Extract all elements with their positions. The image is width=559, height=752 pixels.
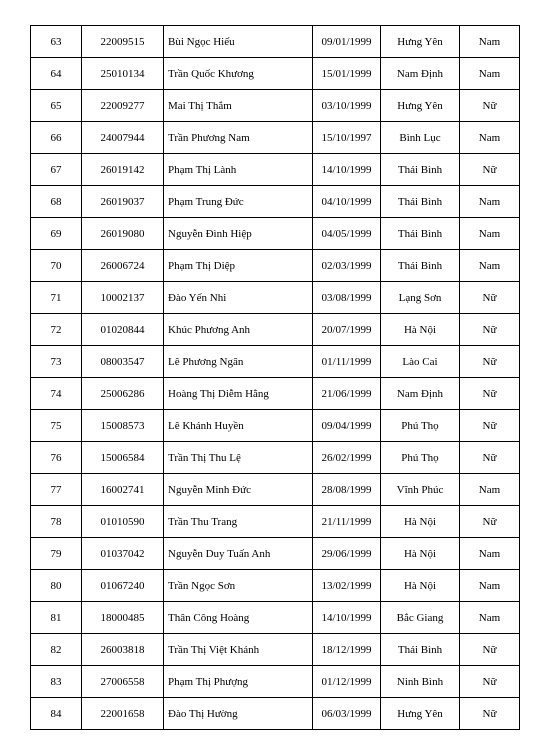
row-number-cell: 68 bbox=[31, 186, 82, 218]
student-roster-table bbox=[30, 25, 520, 730]
gender-cell: Nữ bbox=[460, 378, 520, 410]
table-row bbox=[31, 474, 520, 506]
student-id-cell: 26006724 bbox=[82, 250, 164, 282]
student-id-cell: 25010134 bbox=[82, 58, 164, 90]
gender-cell: Nam bbox=[460, 538, 520, 570]
table-row bbox=[31, 378, 520, 410]
birthplace-cell: Thái Bình bbox=[381, 634, 460, 666]
row-number-cell: 84 bbox=[31, 698, 82, 730]
birth-date-cell: 21/11/1999 bbox=[313, 506, 381, 538]
gender-cell: Nam bbox=[460, 474, 520, 506]
birthplace-cell: Phú Thọ bbox=[381, 442, 460, 474]
full-name-cell: Lê Phương Ngân bbox=[164, 346, 313, 378]
gender-cell: Nam bbox=[460, 218, 520, 250]
birthplace-cell: Thái Bình bbox=[381, 186, 460, 218]
birthplace-cell: Lạng Sơn bbox=[381, 282, 460, 314]
table-row bbox=[31, 538, 520, 570]
row-number-cell: 63 bbox=[31, 26, 82, 58]
gender-cell: Nam bbox=[460, 186, 520, 218]
student-id-cell: 15006584 bbox=[82, 442, 164, 474]
full-name-cell: Nguyễn Duy Tuấn Anh bbox=[164, 538, 313, 570]
gender-cell: Nam bbox=[460, 250, 520, 282]
birthplace-cell: Hưng Yên bbox=[381, 26, 460, 58]
table-row bbox=[31, 442, 520, 474]
student-id-cell: 10002137 bbox=[82, 282, 164, 314]
student-id-cell: 25006286 bbox=[82, 378, 164, 410]
row-number-cell: 77 bbox=[31, 474, 82, 506]
table-row bbox=[31, 666, 520, 698]
row-number-cell: 74 bbox=[31, 378, 82, 410]
row-number-cell: 76 bbox=[31, 442, 82, 474]
birth-date-cell: 15/01/1999 bbox=[313, 58, 381, 90]
birthplace-cell: Hưng Yên bbox=[381, 90, 460, 122]
gender-cell: Nữ bbox=[460, 698, 520, 730]
full-name-cell: Nguyễn Đình Hiệp bbox=[164, 218, 313, 250]
gender-cell: Nữ bbox=[460, 666, 520, 698]
row-number-cell: 66 bbox=[31, 122, 82, 154]
table-row bbox=[31, 90, 520, 122]
gender-cell: Nam bbox=[460, 26, 520, 58]
student-id-cell: 15008573 bbox=[82, 410, 164, 442]
full-name-cell: Phạm Trung Đức bbox=[164, 186, 313, 218]
row-number-cell: 69 bbox=[31, 218, 82, 250]
student-id-cell: 01037042 bbox=[82, 538, 164, 570]
birth-date-cell: 01/12/1999 bbox=[313, 666, 381, 698]
table-row bbox=[31, 154, 520, 186]
full-name-cell: Đào Thị Hường bbox=[164, 698, 313, 730]
gender-cell: Nữ bbox=[460, 506, 520, 538]
full-name-cell: Phạm Thị Lành bbox=[164, 154, 313, 186]
birth-date-cell: 15/10/1997 bbox=[313, 122, 381, 154]
birthplace-cell: Thái Bình bbox=[381, 154, 460, 186]
gender-cell: Nữ bbox=[460, 282, 520, 314]
birthplace-cell: Hà Nội bbox=[381, 314, 460, 346]
birthplace-cell: Nam Định bbox=[381, 378, 460, 410]
full-name-cell: Phạm Thị Diệp bbox=[164, 250, 313, 282]
student-id-cell: 18000485 bbox=[82, 602, 164, 634]
row-number-cell: 65 bbox=[31, 90, 82, 122]
birth-date-cell: 09/01/1999 bbox=[313, 26, 381, 58]
row-number-cell: 81 bbox=[31, 602, 82, 634]
birthplace-cell: Thái Bình bbox=[381, 218, 460, 250]
gender-cell: Nam bbox=[460, 58, 520, 90]
table-row bbox=[31, 506, 520, 538]
gender-cell: Nữ bbox=[460, 154, 520, 186]
gender-cell: Nữ bbox=[460, 346, 520, 378]
student-id-cell: 26019142 bbox=[82, 154, 164, 186]
student-id-cell: 01010590 bbox=[82, 506, 164, 538]
roster-body bbox=[31, 26, 520, 730]
full-name-cell: Trần Phương Nam bbox=[164, 122, 313, 154]
row-number-cell: 75 bbox=[31, 410, 82, 442]
table-row bbox=[31, 26, 520, 58]
birth-date-cell: 04/05/1999 bbox=[313, 218, 381, 250]
table-row bbox=[31, 186, 520, 218]
full-name-cell: Lê Khánh Huyền bbox=[164, 410, 313, 442]
gender-cell: Nữ bbox=[460, 634, 520, 666]
table-row bbox=[31, 698, 520, 730]
birth-date-cell: 03/10/1999 bbox=[313, 90, 381, 122]
table-row bbox=[31, 282, 520, 314]
table-row bbox=[31, 634, 520, 666]
student-id-cell: 22001658 bbox=[82, 698, 164, 730]
full-name-cell: Phạm Thị Phượng bbox=[164, 666, 313, 698]
full-name-cell: Trần Ngọc Sơn bbox=[164, 570, 313, 602]
row-number-cell: 79 bbox=[31, 538, 82, 570]
student-id-cell: 01020844 bbox=[82, 314, 164, 346]
student-id-cell: 22009515 bbox=[82, 26, 164, 58]
full-name-cell: Đào Yến Nhi bbox=[164, 282, 313, 314]
row-number-cell: 64 bbox=[31, 58, 82, 90]
full-name-cell: Thân Công Hoàng bbox=[164, 602, 313, 634]
student-id-cell: 16002741 bbox=[82, 474, 164, 506]
row-number-cell: 82 bbox=[31, 634, 82, 666]
gender-cell: Nữ bbox=[460, 314, 520, 346]
row-number-cell: 78 bbox=[31, 506, 82, 538]
table-row bbox=[31, 218, 520, 250]
birth-date-cell: 18/12/1999 bbox=[313, 634, 381, 666]
full-name-cell: Hoàng Thị Diễm Hằng bbox=[164, 378, 313, 410]
full-name-cell: Trần Thị Việt Khánh bbox=[164, 634, 313, 666]
row-number-cell: 71 bbox=[31, 282, 82, 314]
row-number-cell: 80 bbox=[31, 570, 82, 602]
table-row bbox=[31, 58, 520, 90]
full-name-cell: Trần Thị Thu Lệ bbox=[164, 442, 313, 474]
birthplace-cell: Hà Nội bbox=[381, 538, 460, 570]
birth-date-cell: 13/02/1999 bbox=[313, 570, 381, 602]
gender-cell: Nữ bbox=[460, 410, 520, 442]
row-number-cell: 83 bbox=[31, 666, 82, 698]
birth-date-cell: 28/08/1999 bbox=[313, 474, 381, 506]
student-id-cell: 27006558 bbox=[82, 666, 164, 698]
gender-cell: Nam bbox=[460, 602, 520, 634]
birthplace-cell: Phú Thọ bbox=[381, 410, 460, 442]
birthplace-cell: Thái Bình bbox=[381, 250, 460, 282]
birthplace-cell: Nam Định bbox=[381, 58, 460, 90]
birth-date-cell: 02/03/1999 bbox=[313, 250, 381, 282]
student-id-cell: 24007944 bbox=[82, 122, 164, 154]
table-row bbox=[31, 250, 520, 282]
full-name-cell: Trần Quốc Khương bbox=[164, 58, 313, 90]
student-id-cell: 08003547 bbox=[82, 346, 164, 378]
gender-cell: Nam bbox=[460, 570, 520, 602]
birth-date-cell: 26/02/1999 bbox=[313, 442, 381, 474]
birthplace-cell: Bình Lục bbox=[381, 122, 460, 154]
student-id-cell: 26019037 bbox=[82, 186, 164, 218]
gender-cell: Nữ bbox=[460, 442, 520, 474]
birth-date-cell: 21/06/1999 bbox=[313, 378, 381, 410]
full-name-cell: Bùi Ngọc Hiếu bbox=[164, 26, 313, 58]
table-row bbox=[31, 314, 520, 346]
table-row bbox=[31, 602, 520, 634]
table-row bbox=[31, 346, 520, 378]
birth-date-cell: 01/11/1999 bbox=[313, 346, 381, 378]
birthplace-cell: Vĩnh Phúc bbox=[381, 474, 460, 506]
student-id-cell: 01067240 bbox=[82, 570, 164, 602]
full-name-cell: Trần Thu Trang bbox=[164, 506, 313, 538]
gender-cell: Nữ bbox=[460, 90, 520, 122]
birthplace-cell: Ninh Bình bbox=[381, 666, 460, 698]
table-row bbox=[31, 122, 520, 154]
birth-date-cell: 29/06/1999 bbox=[313, 538, 381, 570]
birthplace-cell: Hà Nội bbox=[381, 506, 460, 538]
student-id-cell: 26003818 bbox=[82, 634, 164, 666]
full-name-cell: Khúc Phương Anh bbox=[164, 314, 313, 346]
birth-date-cell: 09/04/1999 bbox=[313, 410, 381, 442]
row-number-cell: 72 bbox=[31, 314, 82, 346]
birthplace-cell: Hà Nội bbox=[381, 570, 460, 602]
row-number-cell: 67 bbox=[31, 154, 82, 186]
row-number-cell: 70 bbox=[31, 250, 82, 282]
birth-date-cell: 06/03/1999 bbox=[313, 698, 381, 730]
birthplace-cell: Lào Cai bbox=[381, 346, 460, 378]
birthplace-cell: Bắc Giang bbox=[381, 602, 460, 634]
full-name-cell: Nguyễn Minh Đức bbox=[164, 474, 313, 506]
birth-date-cell: 04/10/1999 bbox=[313, 186, 381, 218]
birth-date-cell: 20/07/1999 bbox=[313, 314, 381, 346]
birth-date-cell: 14/10/1999 bbox=[313, 602, 381, 634]
row-number-cell: 73 bbox=[31, 346, 82, 378]
student-id-cell: 22009277 bbox=[82, 90, 164, 122]
table-row bbox=[31, 570, 520, 602]
student-id-cell: 26019080 bbox=[82, 218, 164, 250]
birthplace-cell: Hưng Yên bbox=[381, 698, 460, 730]
table-row bbox=[31, 410, 520, 442]
gender-cell: Nam bbox=[460, 122, 520, 154]
full-name-cell: Mai Thị Thắm bbox=[164, 90, 313, 122]
birth-date-cell: 14/10/1999 bbox=[313, 154, 381, 186]
birth-date-cell: 03/08/1999 bbox=[313, 282, 381, 314]
